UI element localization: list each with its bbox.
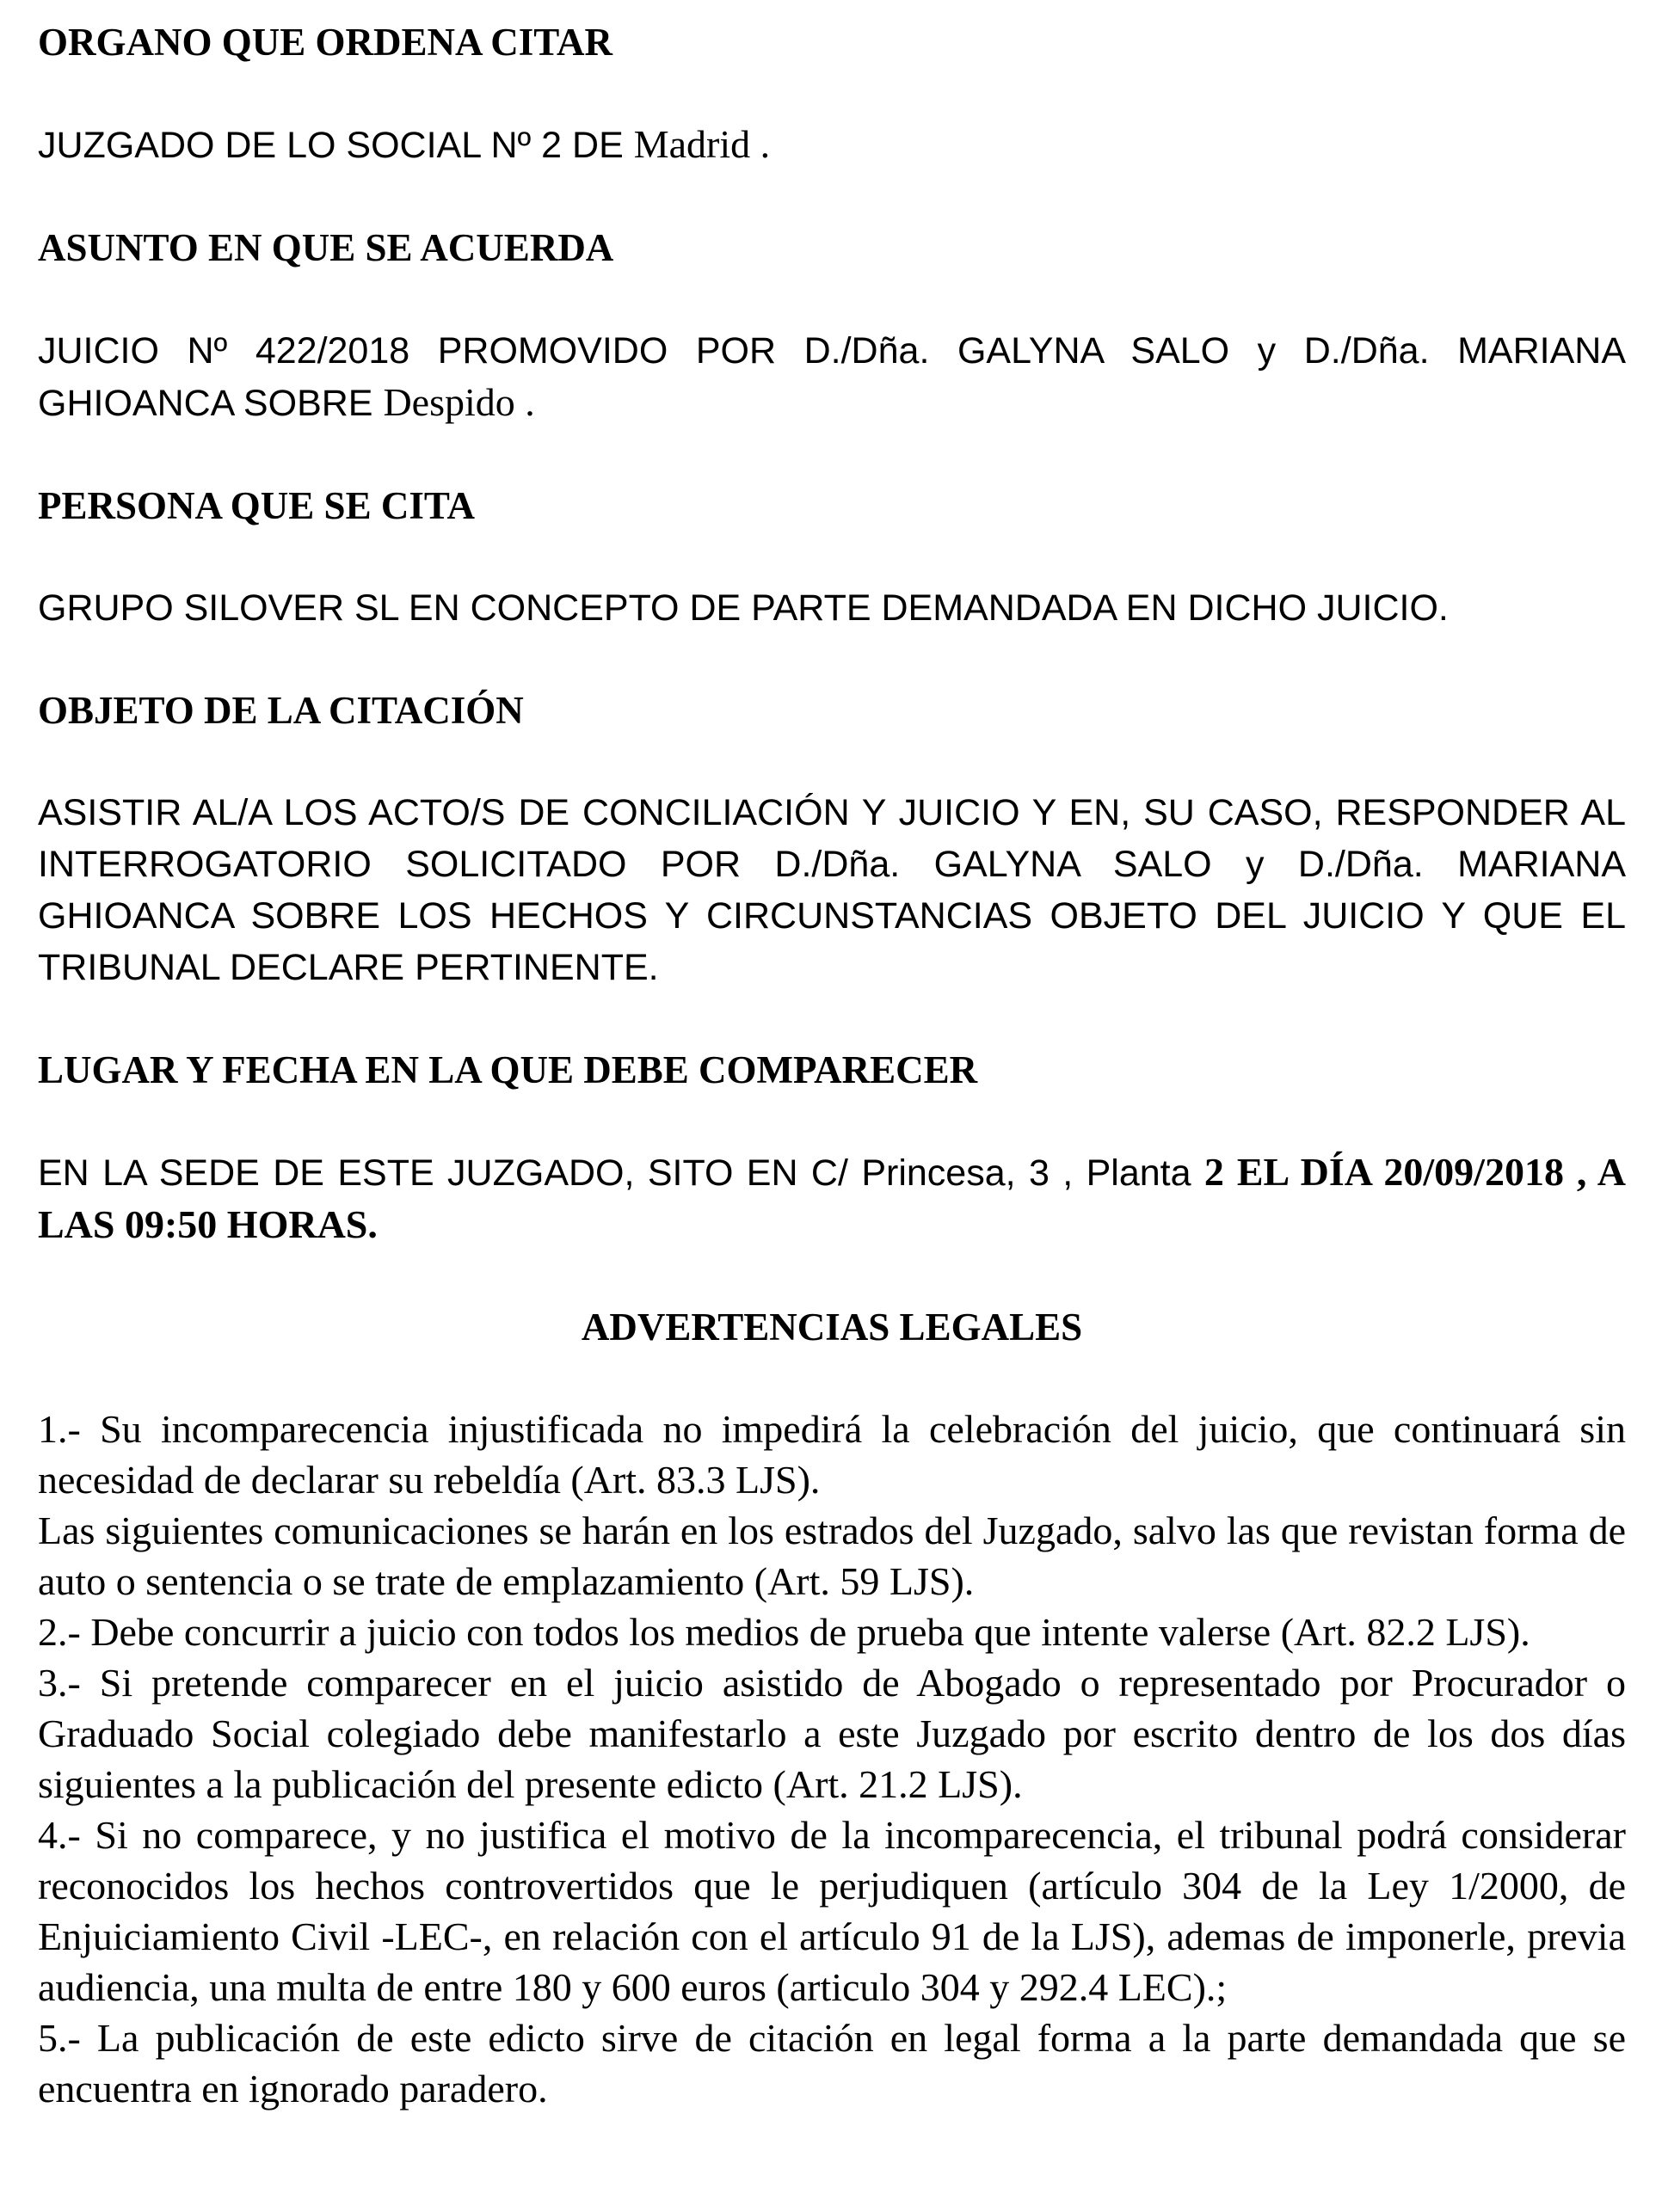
organo-heading: ORGANO QUE ORDENA CITAR [38, 21, 612, 64]
organo-text-city: Madrid . [633, 122, 771, 166]
persona-heading: PERSONA QUE SE CITA [38, 484, 476, 527]
asunto-text [38, 324, 1626, 429]
asunto-heading: ASUNTO EN QUE SE ACUERDA [38, 226, 614, 269]
lugar-heading: LUGAR Y FECHA EN LA QUE DEBE COMPARECER [38, 1048, 978, 1091]
organo-text-court: JUZGADO DE LO SOCIAL Nº 2 DE [38, 125, 634, 166]
objeto-heading: OBJETO DE LA CITACIÓN [38, 689, 524, 732]
lugar-text-sede: EN LA SEDE DE ESTE JUZGADO, SITO EN [38, 1152, 811, 1194]
advertencia-item: Las siguientes comunicaciones se harán en los estrados del Juzgado, salvo las que revistan forma de auto o sentencia o se trate de emplazamiento (Art. 59 LJS). [38, 1508, 1626, 1603]
advertencia-item: 2.- Debe concurrir a juicio con todos los medios de prueba que intente valerse (Art. 82.2 LJS). [38, 1610, 1530, 1654]
lugar-text [38, 1146, 1626, 1250]
document-page [38, 15, 1626, 2114]
advertencias-heading: ADVERTENCIAS LEGALES [581, 1306, 1083, 1349]
asunto-text-juicio: JUICIO Nº 422/2018 PROMOVIDO POR D./Dña. GALYNA SALO y D./Dña. MARIANA GHIOANCA SOBRE [38, 330, 1626, 424]
lugar-text-fecha: 2 EL DÍA 20/09/2018 , A LAS 09:50 HORAS. [38, 1150, 1627, 1246]
lugar-text-direccion: C/ Princesa, 3 , Planta [810, 1152, 1204, 1194]
organo-text [38, 119, 1626, 171]
advertencia-item: 3.- Si pretende comparecer en el juicio asistido de Abogado o representado por Procurador o Graduado Social colegiado debe manifestarlo a este Juzgado por escrito dentro de los dos días siguientes a la publicación del presente edicto (Art. 21.2 LJS). [38, 1661, 1626, 1806]
asunto-text-materia: Despido . [383, 380, 535, 424]
advertencias-list [38, 1404, 1626, 2114]
advertencia-item: 1.- Su incomparecencia injustificada no impedirá la celebración del juicio, que continuará sin necesidad de declarar su rebeldía (Art. 83.3 LJS). [38, 1407, 1626, 1502]
advertencia-item: 4.- Si no comparece, y no justifica el motivo de la incomparecencia, el tribunal podrá considerar reconocidos los hechos controvertidos que le perjudiquen (artículo 304 de la Ley 1/2000, de Enjuiciamiento Civil -LEC-, en relación con el artículo 91 de la LJS), ademas de imponerle, previa audiencia, una multa de entre 180 y 600 euros (articulo 304 y 292.4 LEC).; [38, 1813, 1626, 2009]
advertencia-item: 5.- La publicación de este edicto sirve de citación en legal forma a la parte demandada que se encuentra en ignorado paradero. [38, 2016, 1626, 2111]
persona-text: GRUPO SILOVER SL EN CONCEPTO DE PARTE DEMANDADA EN DICHO JUICIO. [38, 587, 1449, 629]
objeto-text: ASISTIR AL/A LOS ACTO/S DE CONCILIACIÓN Y JUICIO Y EN, SU CASO, RESPONDER AL INTERROGATORIO SOLICITADO POR D./Dña. GALYNA SALO y D./Dña. MARIANA GHIOANCA SOBRE LOS HECHOS Y CIRCUNSTANCIAS OBJETO DEL JUICIO Y QUE EL TRIBUNAL DECLARE PERTINENTE. [38, 792, 1626, 988]
